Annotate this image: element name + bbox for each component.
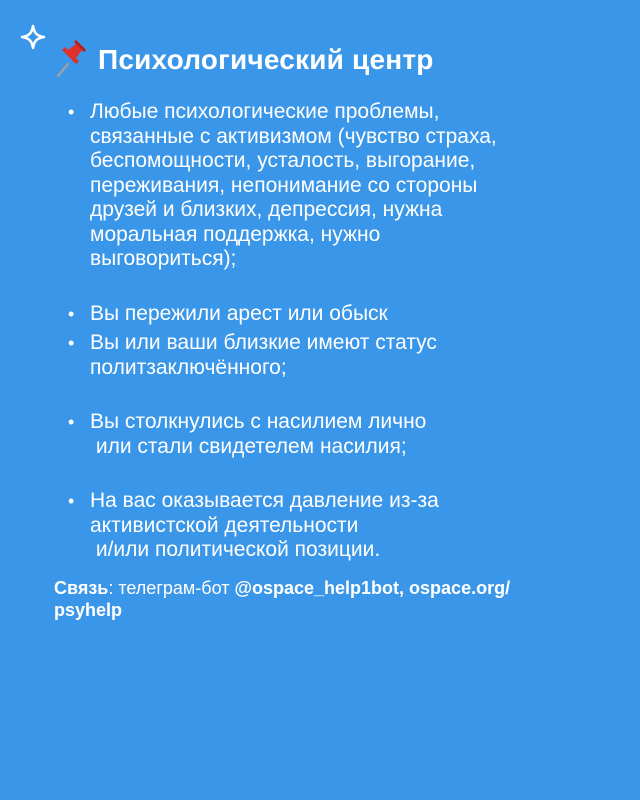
page-title: Психологический центр	[98, 44, 434, 75]
contact-info	[54, 577, 594, 621]
bullet: •	[68, 333, 75, 353]
sparkle-icon	[20, 24, 46, 50]
contact-links[interactable]: @ospace_help1bot, ospace.org/	[234, 578, 511, 598]
contact-link-psyhelp[interactable]: psyhelp	[54, 600, 123, 620]
bullet: •	[68, 303, 75, 324]
list-item: • На вас оказывается давление из-за активистской деятельности и/или политической позиции.	[68, 489, 439, 561]
contact-label: Связь	[54, 578, 109, 598]
contact-text: : телеграм-бот	[108, 578, 235, 598]
bullet: •	[68, 102, 75, 122]
bullet: •	[68, 412, 75, 432]
pushpin-icon	[54, 40, 90, 80]
list-item: • Вы или ваши близкие имеют статус политзаключённого;	[68, 331, 437, 379]
list-item: • Любые психологические проблемы, связанные с активизмом (чувство страха, беспомощности, усталость, выгорание, переживания, непонимание со стороны друзей и близких, депрессия, нужна моральная поддержка, нужно выговориться);	[68, 100, 497, 270]
list-item: • Вы столкнулись с насилием лично или стали свидетелем насилия;	[68, 410, 427, 458]
list-item: • Вы пережили арест или обыск	[68, 301, 388, 325]
bullet: •	[68, 491, 75, 511]
header	[54, 40, 434, 80]
conditions-list	[68, 100, 608, 563]
